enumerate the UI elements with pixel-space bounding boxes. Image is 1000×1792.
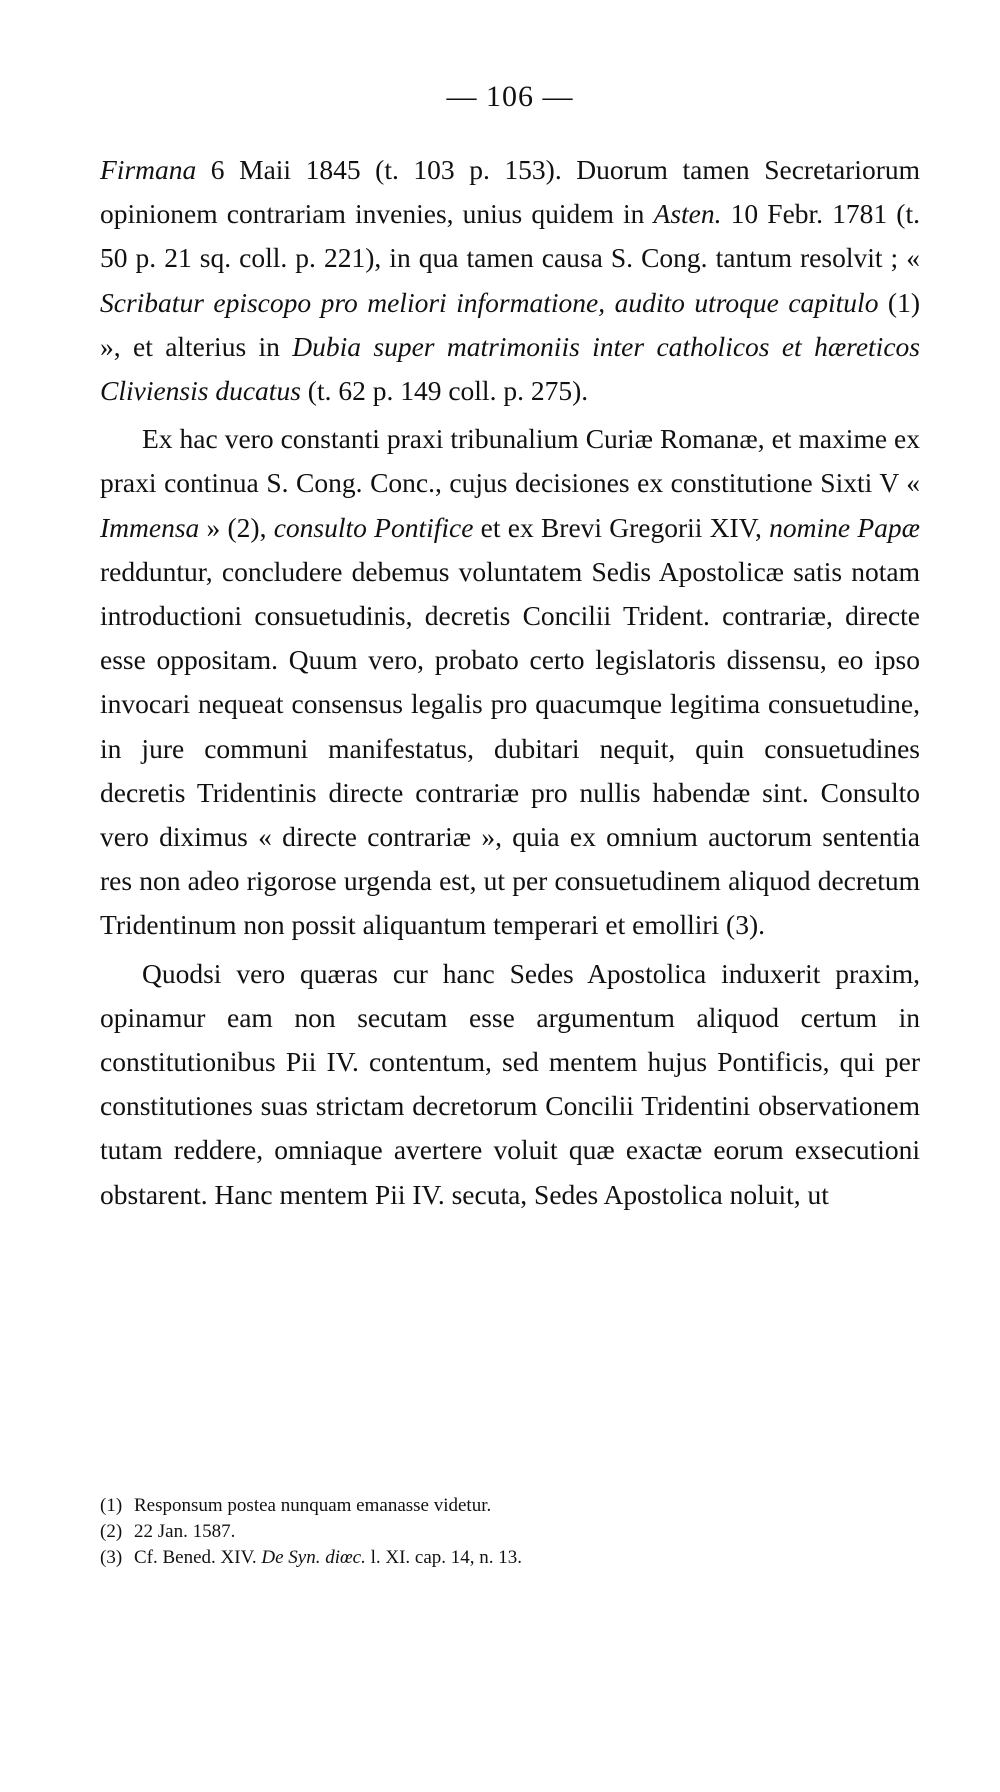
paragraph bbox=[100, 417, 920, 947]
text-run: Cf. Bened. XIV. bbox=[134, 1547, 262, 1568]
footnote bbox=[100, 1493, 920, 1519]
text-run: Ex hac vero constanti praxi tribunalium Curiæ Romanæ, et maxime ex praxi continua S. Cong. Conc., cujus decisiones ex constitutione Sixti V « bbox=[100, 423, 920, 499]
footnotes bbox=[100, 1493, 920, 1571]
footnote-number: (2) bbox=[100, 1521, 123, 1542]
main-text bbox=[100, 148, 920, 1217]
paragraph bbox=[100, 148, 920, 413]
italic-text-run: Dubia super matrimoniis inter catholicos et hæreticos Cliviensis ducatus bbox=[100, 330, 920, 407]
text-run: (t. 62 p. 149 coll. p. 275). bbox=[300, 375, 589, 407]
text-run: Quodsi vero quæras cur hanc Sedes Apostolica induxerit praxim, opinamur eam non secutam esse argumentum aliquod certum in constitutionibus Pii IV. contentum, sed mentem hujus Pontificis, qui per constitutiones suas strictam decretorum Concilii Tridentini observationem tutam reddere, omniaque avertere voluit quæ exactæ eorum exsecutioni obstarent. Hanc mentem Pii IV. secuta, Sedes Apostolica noluit, ut bbox=[100, 957, 920, 1210]
text-run: redduntur, concludere debemus voluntatem Sedis Apostolicæ satis notam introductioni consuetudinis, decretis Concilii Trident. contrariæ, directe esse oppositam. Quum vero, probato certo legislatoris dissensu, eo ipso invocari nequeat consensus legalis pro quacumque legitima consuetudine, in jure communi manifestatus, dubitari nequit, quin consuetudines decretis Tridentinis directe contrariæ pro nullis habendæ sint. Consulto vero diximus « directe contrariæ », quia ex omnium auctorum sententia res non adeo rigorose urgenda est, ut per consuetudinem aliquod decretum Tridentinum non possit aliquantum temperari et emolliri (3). bbox=[100, 555, 920, 941]
footnote bbox=[100, 1545, 920, 1571]
footnote-number: (3) bbox=[100, 1547, 123, 1568]
italic-text-run: Immensa bbox=[100, 511, 200, 543]
text-run: » (2), bbox=[199, 511, 274, 543]
paragraph bbox=[100, 952, 920, 1217]
text-run: Responsum postea nunquam emanasse videtur. bbox=[134, 1495, 492, 1516]
footnote-number: (1) bbox=[100, 1495, 123, 1516]
italic-text-run: consulto Pontifice bbox=[273, 511, 474, 543]
footnote bbox=[100, 1519, 920, 1545]
italic-text-run: Asten. bbox=[653, 198, 722, 230]
text-run: l. XI. cap. 14, n. 13. bbox=[365, 1547, 523, 1568]
text-run: et ex Brevi Gregorii XIV, bbox=[473, 511, 770, 543]
italic-text-run: nomine Papæ bbox=[769, 511, 920, 543]
italic-text-run: Firmana bbox=[100, 154, 197, 185]
text-run: 10 Febr. 1781 (t. 50 p. 21 sq. coll. p. 221), in qua tamen causa S. Cong. tantum resolvit ; « bbox=[100, 198, 920, 274]
italic-text-run: De Syn. diœc. bbox=[261, 1547, 366, 1568]
text-run: 22 Jan. 1587. bbox=[134, 1521, 236, 1542]
italic-text-run: Scribatur episcopo pro meliori informatione, audito utroque capitulo bbox=[100, 286, 879, 318]
text-run: 6 Maii 1845 (t. 103 p. 153). Duorum tamen Secretariorum opinionem contrariam invenies, unius quidem in bbox=[100, 154, 920, 230]
text-run: (1) », et alterius in bbox=[100, 286, 920, 362]
page-body bbox=[100, 80, 920, 1217]
page-number: — 106 — bbox=[446, 80, 574, 113]
